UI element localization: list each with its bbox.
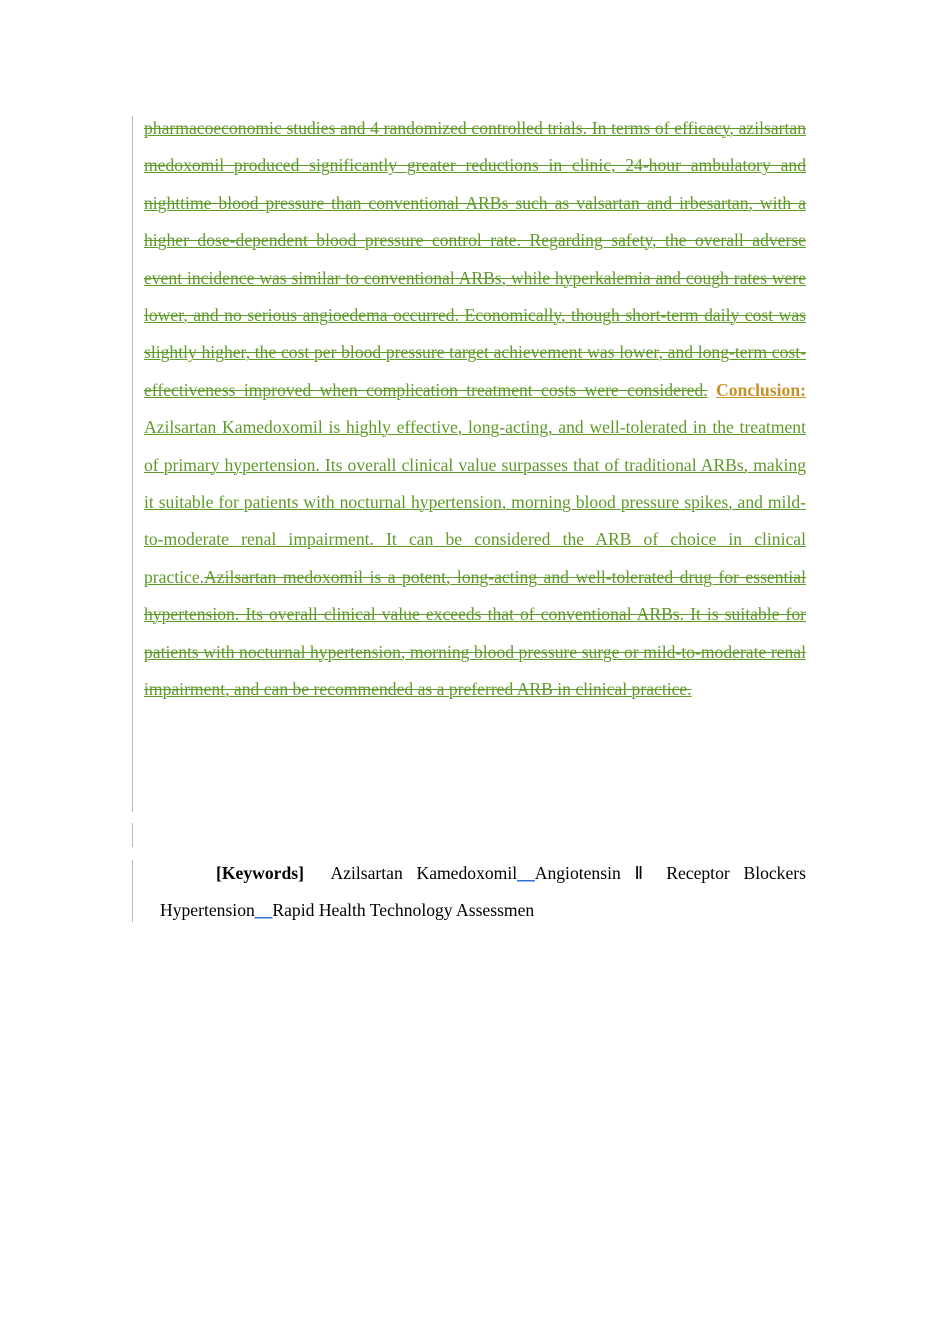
deleted-conclusion-text[interactable]: Azilsartan medoxomil is a potent, long-acting and well-tolerated drug for essential hypertension. Its overall clinical value exceeds that of conventional ARBs. It is suitable for patients with nocturnal hypertension, morning blood pressure surge or mild-to-moderate renal impairment, and can be recommended as a preferred ARB in clinical practice. [144,566,806,700]
keywords-label: [Keywords] [216,863,304,883]
change-bar [132,823,133,847]
abstract-paragraph [144,110,806,709]
keyword-item: Hypertension [160,900,255,921]
keyword-separator: __ [517,863,535,883]
keyword-item: Rapid Health Technology Assessmen [272,900,535,921]
inserted-conclusion-text[interactable]: Azilsartan Kamedoxomil is highly effective, long-acting, and well-tolerated in the treatment of primary hypertension. Its overall clinical value surpasses that of traditional ARBs, making it suitable for patients with nocturnal hypertension, morning blood pressure spikes, and mild-to-moderate renal impairment. It can be considered the ARB of choice in clinical practice. [144,417,806,587]
change-bar [132,116,133,812]
keyword-item: Angiotensin Ⅱ Receptor Blockers [534,863,806,883]
keyword-separator: __ [254,900,273,921]
keywords-paragraph [160,855,806,930]
deleted-results-text[interactable]: pharmacoeconomic studies and 4 randomized controlled trials. In terms of efficacy, azilsartan medoxomil produced significantly greater reductions in clinic, 24-hour ambulatory and nighttime blood pressure than conventional ARBs such as valsartan and irbesartan, with a higher dose-dependent blood pressure control rate. Regarding safety, the overall adverse event incidence was similar to conventional ARBs, while hyperkalemia and cough rates were lower, and no serious angioedema occurred. Economically, though short-term daily cost was slightly higher, the cost per blood pressure target achievement was lower, and long-term cost-effectiveness improved when complication treatment costs were considered. [144,118,806,400]
conclusion-label[interactable]: Conclusion: [716,379,806,400]
keyword-item: Azilsartan Kamedoxomil [330,863,518,883]
change-bar [132,860,133,922]
